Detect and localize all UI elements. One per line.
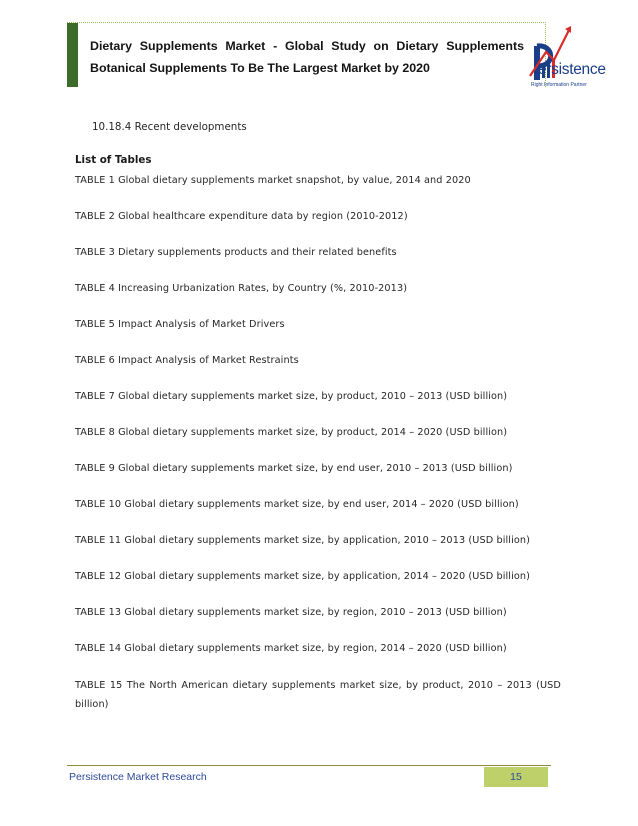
subsection-heading: 10.18.4 Recent developments: [92, 121, 247, 133]
list-item-table-14: TABLE 14 Global dietary supplements market size, by region, 2014 – 2020 (USD billion): [75, 643, 507, 654]
header-title-line-2: Botanical Supplements To Be The Largest Market by 2020: [90, 61, 430, 75]
header-accent-bar: [67, 23, 78, 87]
logo-tagline: Right Information Partner: [531, 82, 587, 88]
list-item-table-3: TABLE 3 Dietary supplements products and their related benefits: [75, 247, 397, 258]
list-item-table-10: TABLE 10 Global dietary supplements market size, by end user, 2014 – 2020 (USD billion): [75, 499, 519, 510]
header-title: [90, 35, 524, 79]
table-list: [75, 173, 561, 714]
list-item-table-5: TABLE 5 Impact Analysis of Market Drivers: [75, 319, 285, 330]
list-item-table-15: TABLE 15 The North American dietary supplements market size, by product, 2010 – 2013 (USD billion): [75, 680, 561, 710]
list-item-table-13: TABLE 13 Global dietary supplements market size, by region, 2010 – 2013 (USD billion): [75, 607, 507, 618]
list-item-table-11: TABLE 11 Global dietary supplements market size, by application, 2010 – 2013 (USD billion): [75, 535, 531, 546]
page-header: [67, 22, 546, 87]
list-item-table-7: TABLE 7 Global dietary supplements market size, by product, 2010 – 2013 (USD billion): [75, 391, 508, 402]
footer-divider: [67, 765, 551, 766]
page-number: 15: [484, 767, 548, 787]
header-title-line-1: Dietary Supplements Market - Global Study on Dietary Supplements: [90, 39, 524, 53]
list-of-tables-heading: List of Tables: [75, 154, 152, 166]
list-item-table-4: TABLE 4 Increasing Urbanization Rates, by Country (%, 2010-2013): [75, 283, 408, 294]
list-item-table-8: TABLE 8 Global dietary supplements market size, by product, 2014 – 2020 (USD billion): [75, 427, 508, 438]
list-item-table-2: TABLE 2 Global healthcare expenditure data by region (2010-2012): [75, 211, 408, 222]
footer-company: Persistence Market Research: [69, 771, 207, 783]
logo-wordmark: ersistence: [538, 61, 606, 78]
list-item-table-9: TABLE 9 Global dietary supplements market size, by end user, 2010 – 2013 (USD billion): [75, 463, 513, 474]
list-item-table-6: TABLE 6 Impact Analysis of Market Restraints: [75, 355, 299, 366]
list-item-table-1: TABLE 1 Global dietary supplements market snapshot, by value, 2014 and 2020: [75, 175, 471, 186]
list-item-table-12: TABLE 12 Global dietary supplements market size, by application, 2014 – 2020 (USD billion): [75, 571, 531, 582]
